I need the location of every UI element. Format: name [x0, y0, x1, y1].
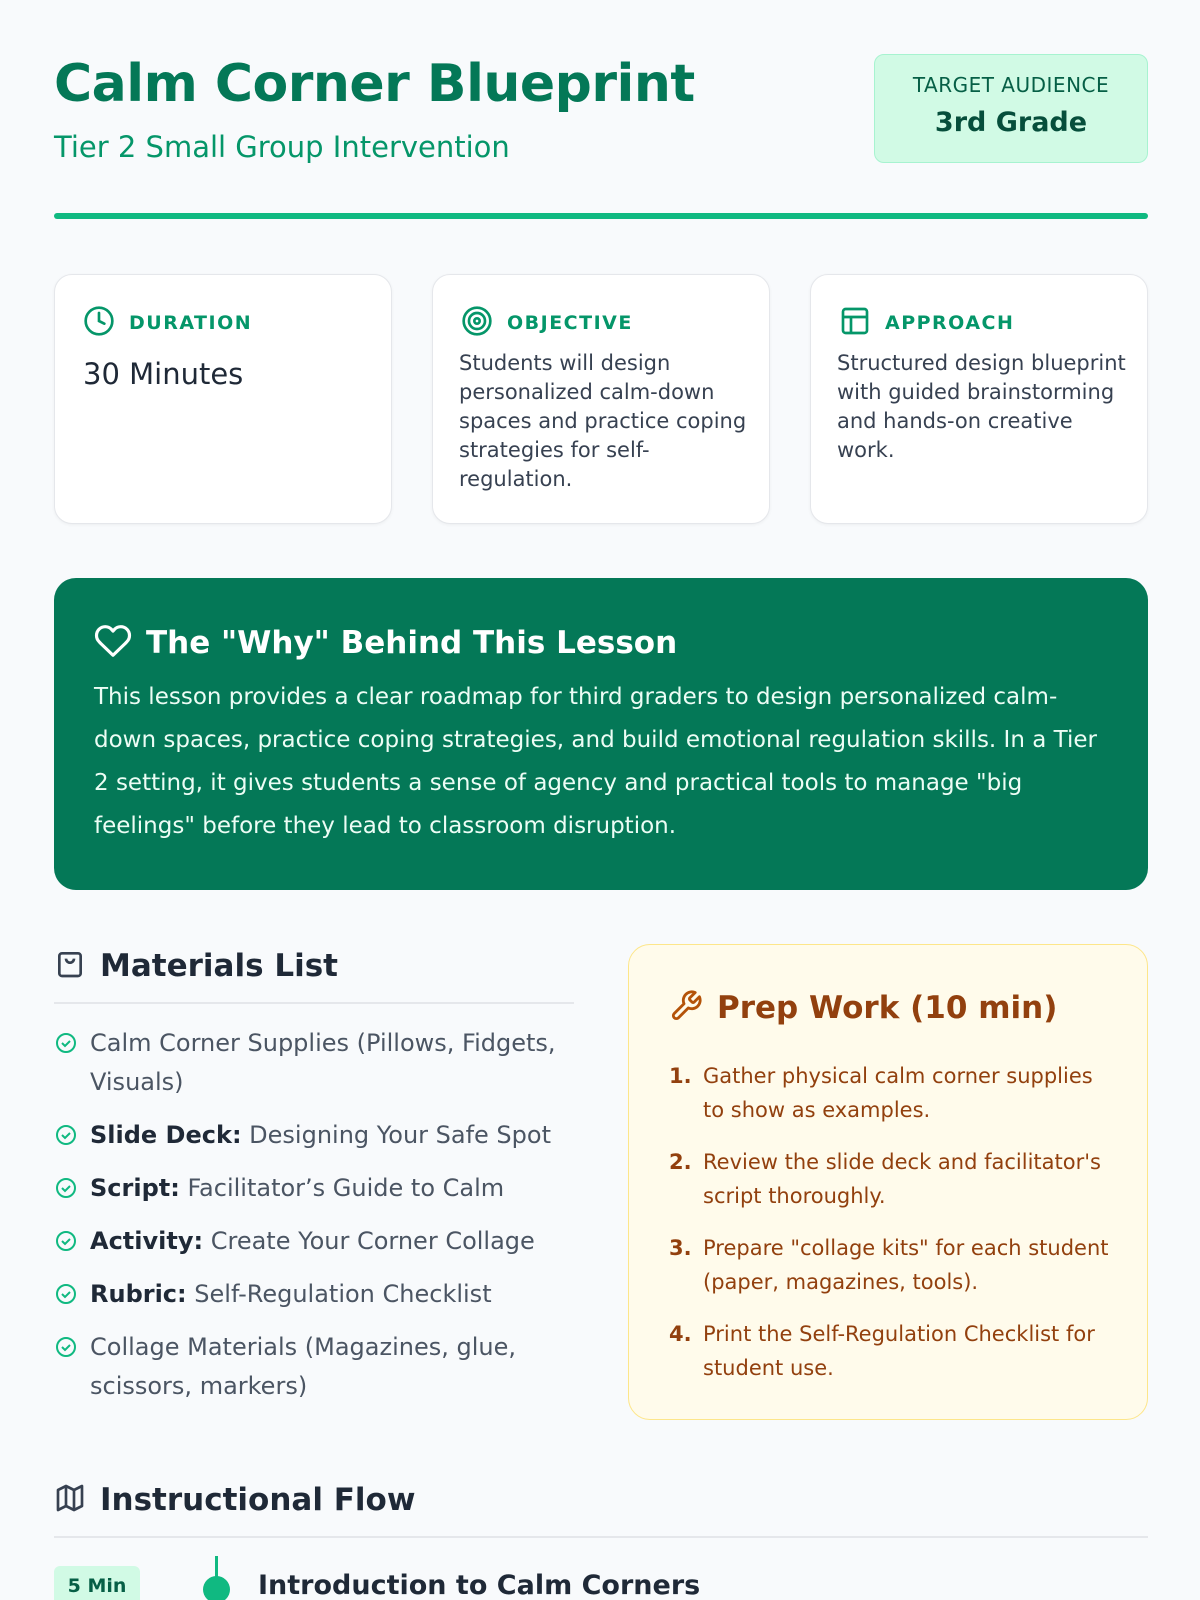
audience-value: 3rd Grade [934, 107, 1088, 138]
map-icon [54, 1482, 86, 1518]
material-label: Script: [90, 1174, 180, 1202]
material-item [54, 1222, 574, 1261]
material-label: Activity: [90, 1227, 204, 1255]
prep-step-number: 4. [669, 1322, 692, 1346]
duration-label: DURATION [129, 312, 253, 334]
duration-value: 30 Minutes [83, 357, 244, 391]
objective-text: Students will design personalized calm-down spaces and practice coping strategies for self-regulation. [459, 351, 747, 491]
instructional-flow-section [54, 1478, 1148, 1598]
prep-step-number: 1. [669, 1064, 692, 1088]
page-title: Calm Corner Blueprint [54, 54, 695, 114]
flow-step-title: Introduction to Calm Corners [258, 1570, 701, 1600]
material-text: Create Your Corner Collage [203, 1227, 535, 1255]
duration-card [54, 274, 392, 524]
header [54, 0, 1148, 220]
timeline-dot [203, 1576, 230, 1600]
approach-card [810, 274, 1148, 524]
flow-duration-badge: 5 Min [54, 1566, 140, 1600]
material-item [54, 1275, 574, 1314]
prep-step-text: Print the Self-Regulation Checklist for student use. [703, 1322, 1095, 1380]
material-text: Calm Corner Supplies (Pillows, Fidgets, Visuals) [90, 1029, 556, 1096]
material-label: Slide Deck: [90, 1121, 242, 1149]
audience-label: TARGET AUDIENCE [912, 73, 1110, 97]
clock-icon [83, 305, 115, 341]
approach-text: Structured design blueprint with guided brainstorming and hands-on creative work. [837, 351, 1126, 462]
material-text: Self-Regulation Checklist [186, 1280, 492, 1308]
check-circle-icon [54, 1116, 78, 1151]
material-item [54, 1024, 574, 1102]
prep-step-text: Prepare "collage kits" for each student (paper, magazines, tools). [703, 1236, 1109, 1294]
check-circle-icon [54, 1024, 78, 1059]
layout-icon [839, 305, 871, 341]
flow-title: Instructional Flow [100, 1482, 416, 1518]
materials-section [54, 944, 574, 1420]
check-circle-icon [54, 1275, 78, 1310]
target-icon [461, 305, 493, 341]
shopping-bag-icon [54, 948, 86, 984]
heart-icon [94, 622, 132, 664]
prep-steps [669, 1059, 1109, 1403]
check-circle-icon [54, 1222, 78, 1257]
header-divider [54, 213, 1148, 219]
material-label: Rubric: [90, 1280, 187, 1308]
prep-step [669, 1317, 1109, 1385]
materials-divider [54, 1002, 574, 1004]
check-circle-icon [54, 1169, 78, 1204]
materials-list [54, 1024, 574, 1406]
material-text: Collage Materials (Magazines, glue, scissors, markers) [90, 1333, 516, 1400]
prep-step [669, 1059, 1109, 1127]
prep-step-number: 3. [669, 1236, 692, 1260]
prep-work-panel [628, 944, 1148, 1420]
why-banner [54, 578, 1148, 890]
prep-title: Prep Work (10 min) [717, 990, 1058, 1026]
check-circle-icon [54, 1328, 78, 1363]
prep-step [669, 1145, 1109, 1213]
target-audience-badge [874, 54, 1148, 163]
material-item [54, 1169, 574, 1208]
prep-step-number: 2. [669, 1150, 692, 1174]
objective-label: OBJECTIVE [507, 312, 633, 334]
wrench-icon [669, 989, 703, 1027]
material-item [54, 1116, 574, 1155]
materials-title: Materials List [100, 948, 338, 984]
flow-step [54, 1538, 1148, 1598]
prep-step-text: Gather physical calm corner supplies to show as examples. [703, 1064, 1093, 1122]
material-text: Facilitator’s Guide to Calm [179, 1174, 505, 1202]
why-title: The "Why" Behind This Lesson [146, 625, 678, 661]
prep-step-text: Review the slide deck and facilitator's script thoroughly. [703, 1150, 1101, 1208]
approach-label: APPROACH [885, 312, 1015, 334]
info-cards [54, 274, 1148, 524]
page-subtitle: Tier 2 Small Group Intervention [54, 130, 510, 164]
why-text: This lesson provides a clear roadmap for third graders to design personalized calm-down spaces, practice coping strategies, and build emotional regulation skills. In a Tier 2 setting, it gives students a sense of agency and practical tools to manage "big feelings" before they lead to classroom disruption. [94, 684, 1097, 839]
lesson-page [54, 0, 1148, 1600]
material-item [54, 1328, 574, 1406]
prep-step [669, 1231, 1109, 1299]
objective-card [432, 274, 770, 524]
material-text: Designing Your Safe Spot [241, 1121, 551, 1149]
